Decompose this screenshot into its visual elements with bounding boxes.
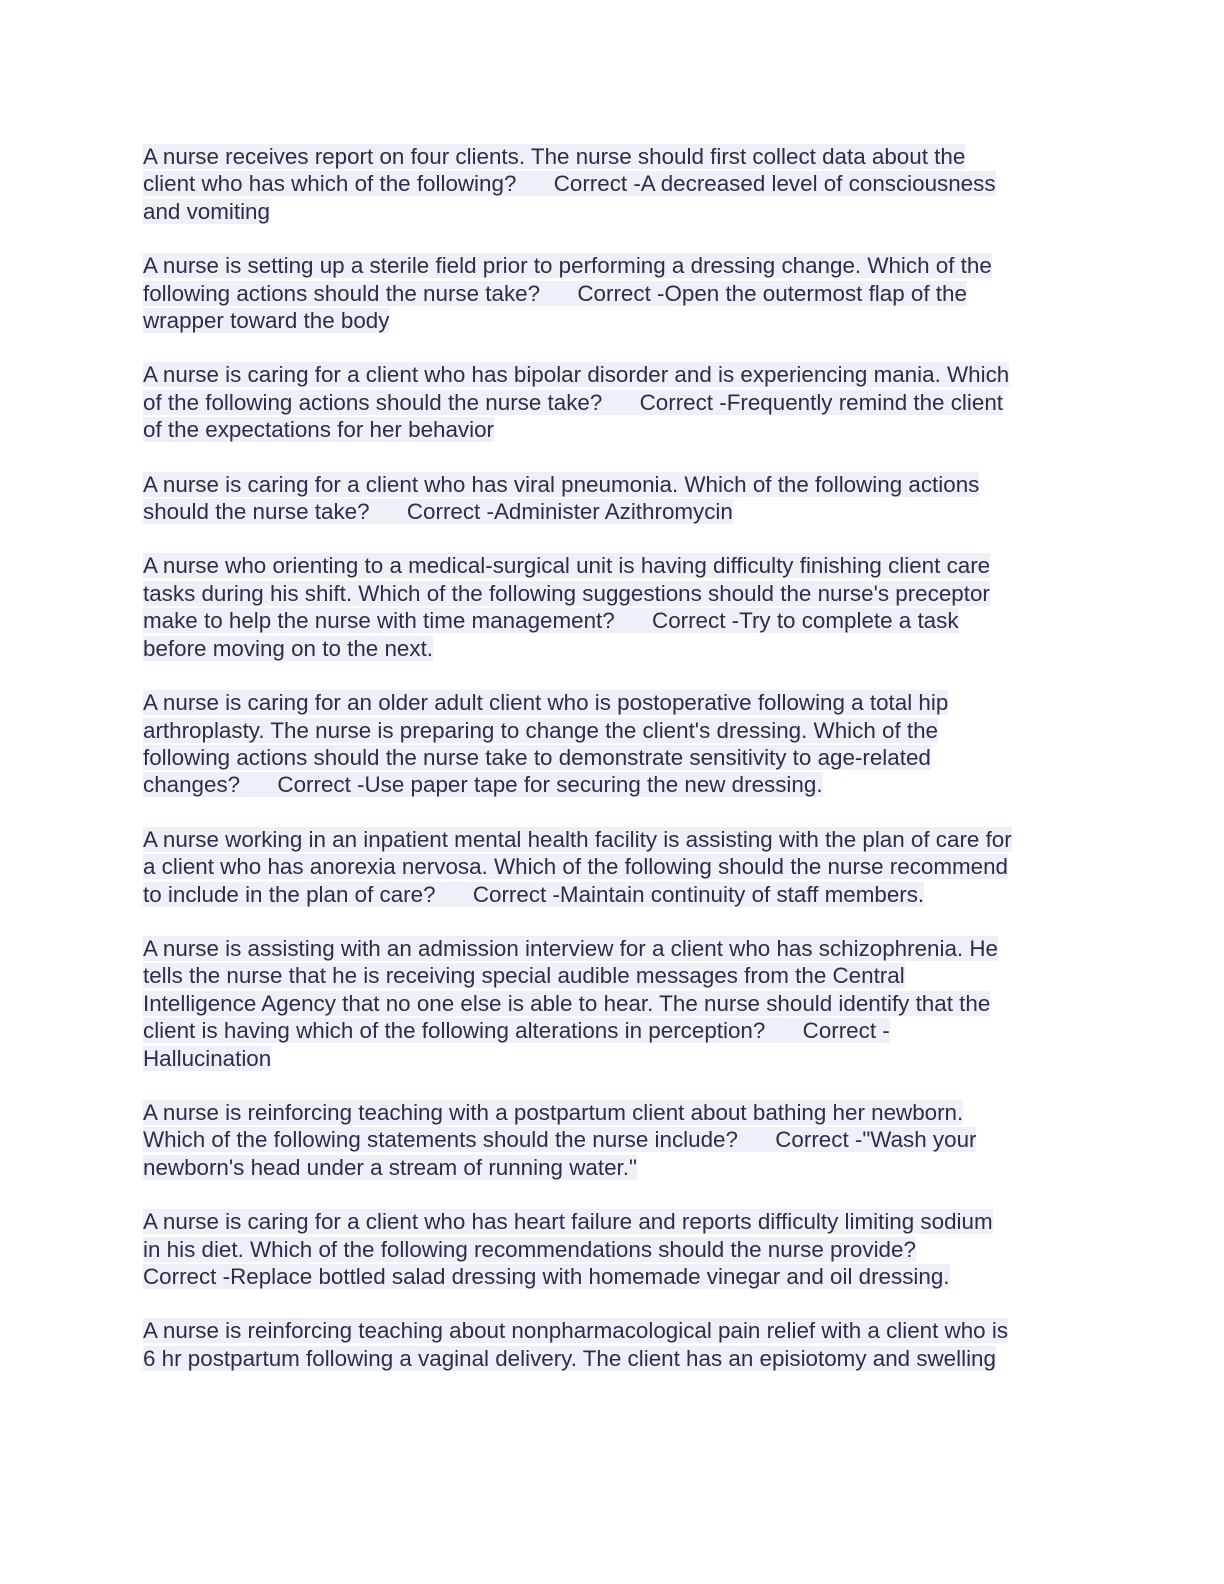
qa-line: should the nurse take? Correct -Administer Azithromycin (143, 499, 733, 525)
qa-line: A nurse is caring for a client who has viral pneumonia. Which of the following actions (143, 471, 980, 497)
qa-line: Intelligence Agency that no one else is able to hear. The nurse should identify that the (143, 990, 991, 1016)
qa-line: following actions should the nurse take? Correct -Open the outermost flap of the (143, 280, 967, 306)
qa-line: to include in the plan of care? Correct -Maintain continuity of staff members. (143, 881, 925, 907)
qa-line: make to help the nurse with time management? Correct -Try to complete a task (143, 608, 959, 634)
qa-line: A nurse is caring for a client who has bipolar disorder and is experiencing mania. Which (143, 362, 1010, 388)
qa-line: of the expectations for her behavior (143, 417, 495, 443)
qa-line: A nurse who orienting to a medical-surgical unit is having difficulty finishing client care (143, 553, 991, 579)
qa-line: Hallucination (143, 1045, 272, 1071)
qa-item (143, 252, 1073, 334)
qa-item (143, 1099, 1073, 1181)
qa-line: newborn's head under a stream of running water." (143, 1154, 637, 1180)
qa-line: A nurse is reinforcing teaching with a postpartum client about bathing her newborn. (143, 1099, 964, 1125)
qa-line: tasks during his shift. Which of the following suggestions should the nurse's preceptor (143, 580, 990, 606)
qa-line: in his diet. Which of the following recommendations should the nurse provide? (143, 1236, 916, 1262)
qa-item (143, 361, 1073, 443)
qa-line: A nurse working in an inpatient mental health facility is assisting with the plan of care for (143, 826, 1012, 852)
qa-line: tells the nurse that he is receiving special audible messages from the Central (143, 963, 905, 989)
qa-item (143, 143, 1073, 225)
qa-line: client is having which of the following alterations in perception? Correct - (143, 1018, 890, 1044)
qa-item (143, 935, 1073, 1072)
qa-line: client who has which of the following? Correct -A decreased level of consciousness (143, 171, 996, 197)
qa-item (143, 826, 1073, 908)
qa-line: 6 hr postpartum following a vaginal delivery. The client has an episiotomy and swelling (143, 1345, 996, 1371)
qa-item (143, 1317, 1073, 1372)
qa-line: A nurse is setting up a sterile field prior to performing a dressing change. Which of the (143, 253, 992, 279)
qa-line: A nurse is caring for a client who has heart failure and reports difficulty limiting sodium (143, 1209, 993, 1235)
qa-item (143, 1208, 1073, 1290)
qa-line: wrapper toward the body (143, 308, 390, 334)
qa-line: before moving on to the next. (143, 635, 434, 661)
qa-line: and vomiting (143, 198, 270, 224)
qa-item (143, 689, 1073, 799)
question-list (143, 143, 1073, 1399)
qa-line: a client who has anorexia nervosa. Which of the following should the nurse recommend (143, 854, 1009, 880)
qa-item (143, 471, 1073, 526)
qa-line: A nurse is reinforcing teaching about nonpharmacological pain relief with a client who is (143, 1318, 1009, 1344)
qa-line: Correct -Replace bottled salad dressing with homemade vinegar and oil dressing. (143, 1264, 950, 1289)
qa-line: changes? Correct -Use paper tape for securing the new dressing. (143, 772, 823, 798)
qa-line: A nurse is caring for an older adult client who is postoperative following a total hip (143, 690, 949, 716)
qa-line: Which of the following statements should the nurse include? Correct -"Wash your (143, 1127, 977, 1153)
qa-item (143, 552, 1073, 662)
qa-line: arthroplasty. The nurse is preparing to change the client's dressing. Which of the (143, 717, 939, 743)
qa-line: A nurse is assisting with an admission interview for a client who has schizophrenia. He (143, 935, 998, 961)
qa-line: following actions should the nurse take to demonstrate sensitivity to age-related (143, 744, 931, 770)
qa-line: of the following actions should the nurse take? Correct -Frequently remind the client (143, 389, 1003, 415)
qa-line: A nurse receives report on four clients. The nurse should first collect data about the (143, 144, 966, 169)
